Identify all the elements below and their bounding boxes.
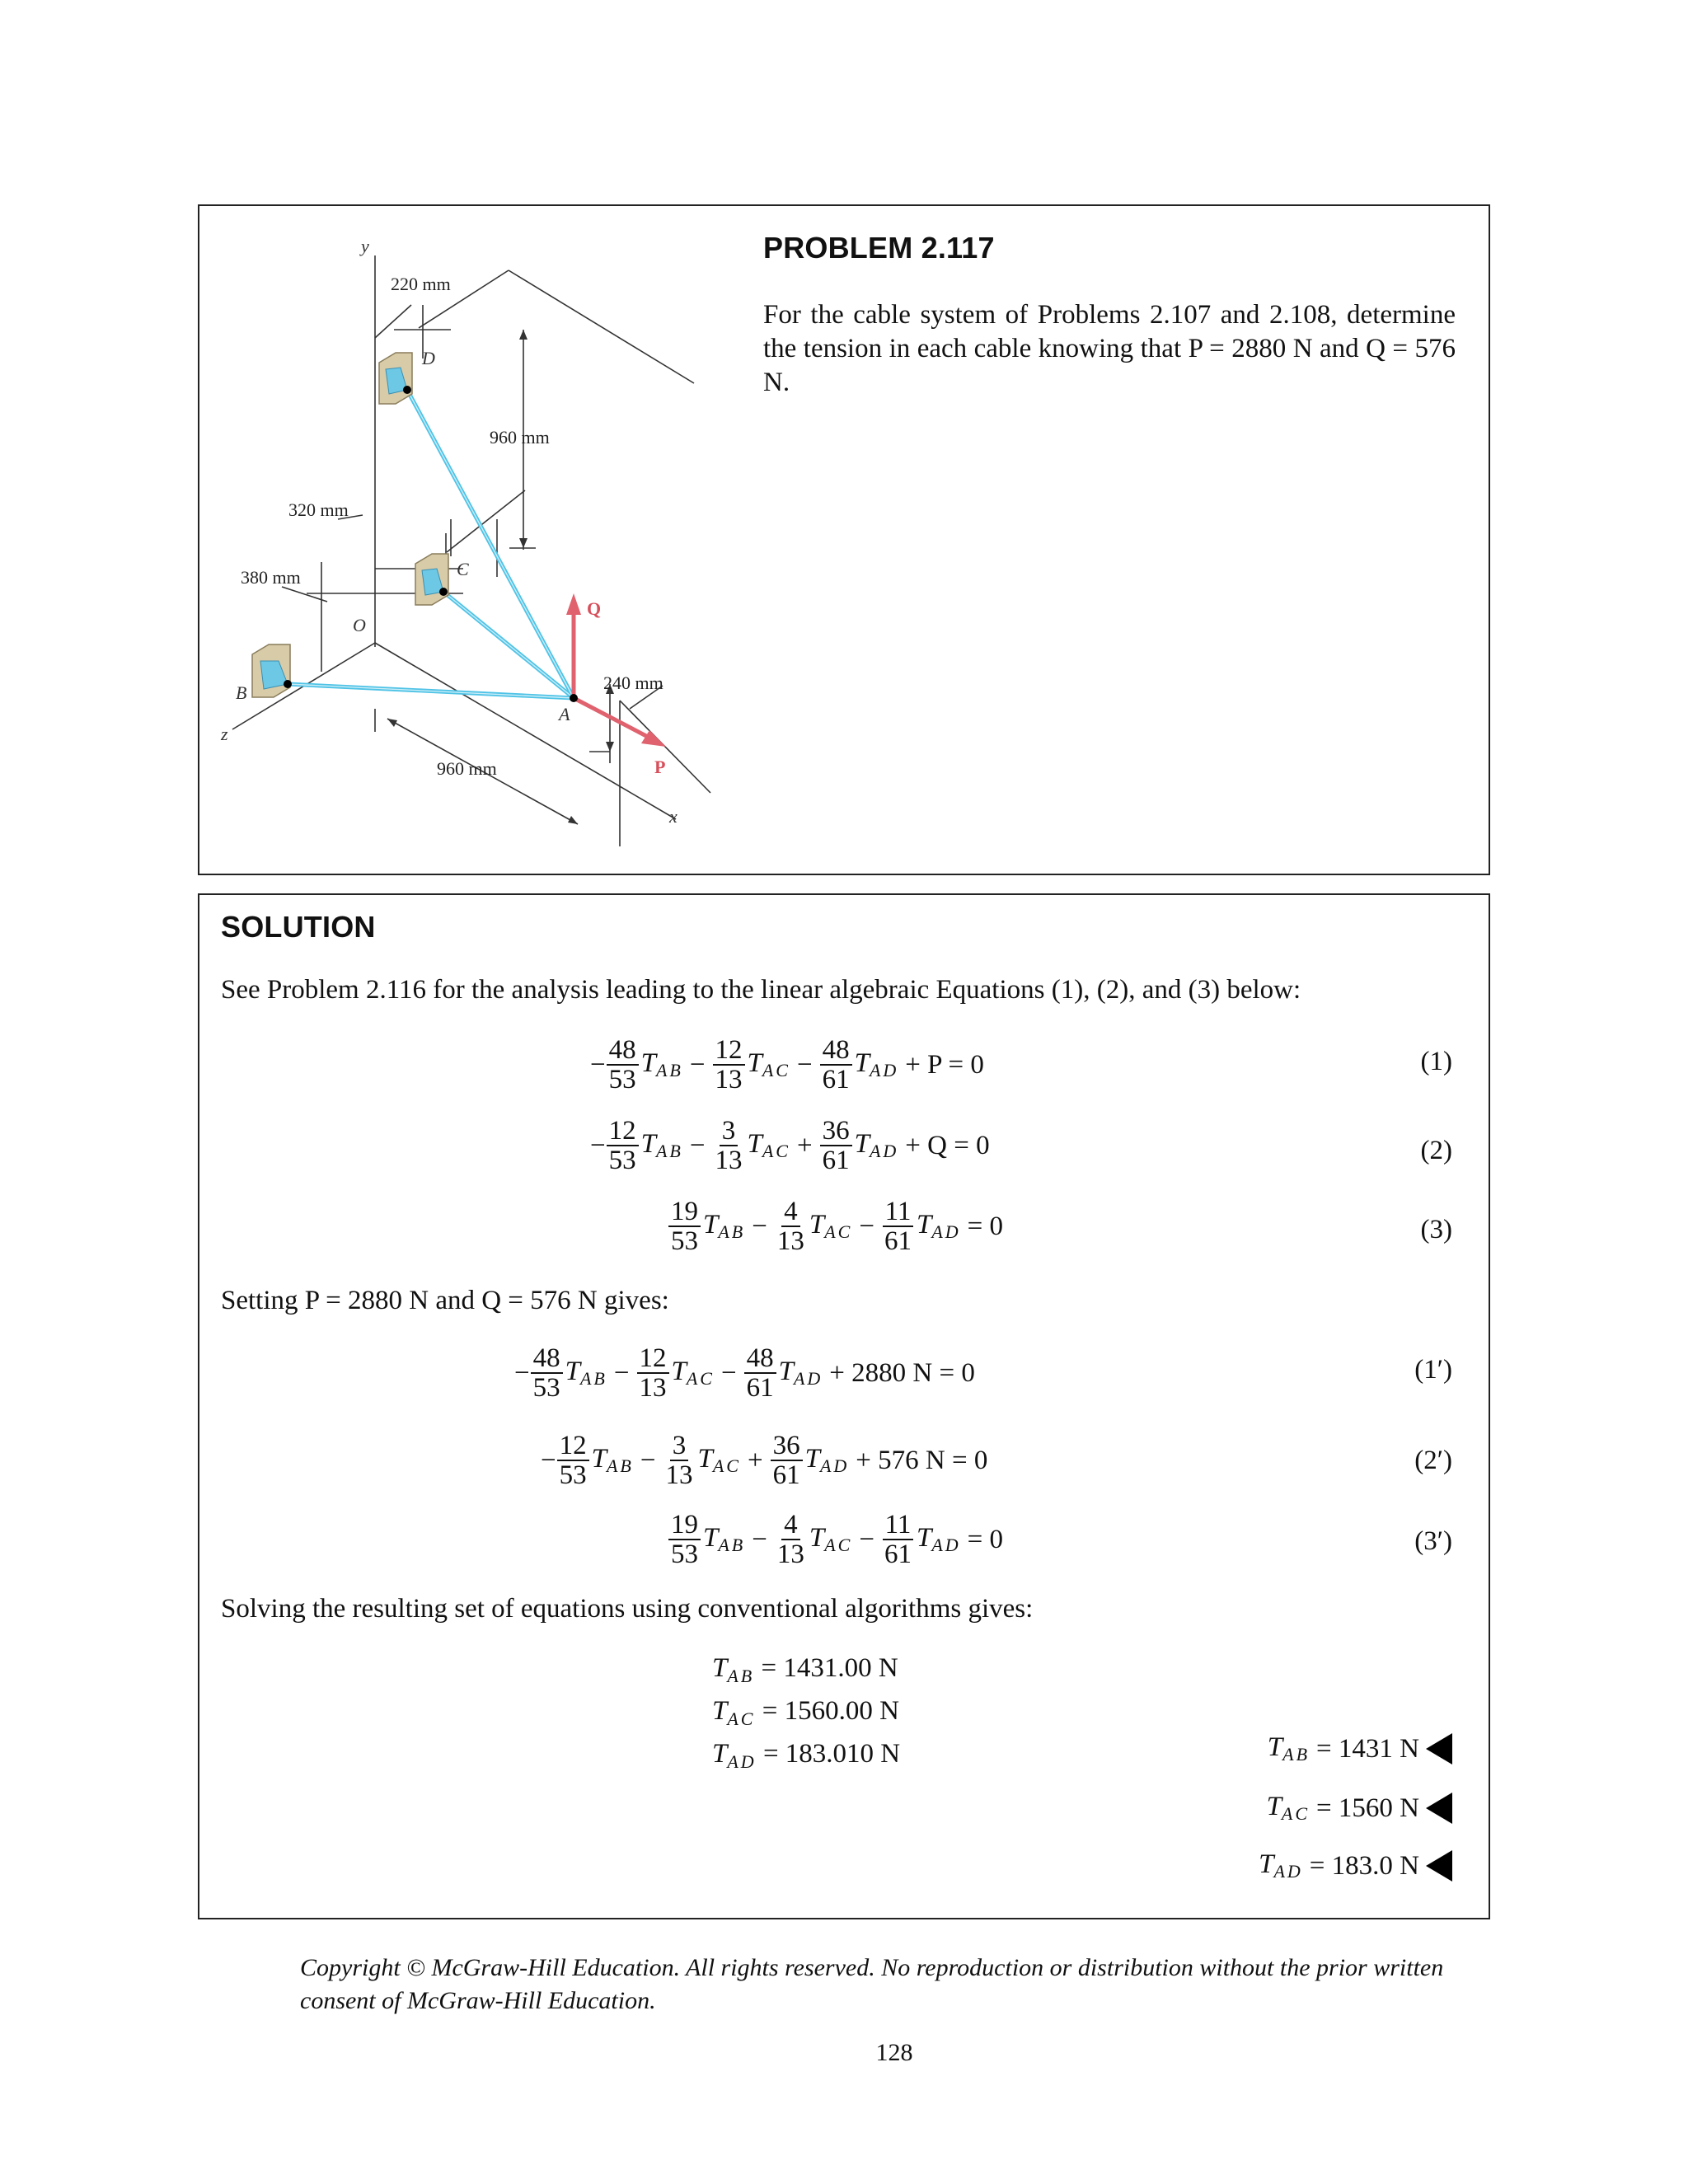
force-Q-label: Q (587, 598, 602, 619)
equation-2-prime-number: (2′) (1414, 1446, 1452, 1475)
operator: − (752, 1524, 767, 1554)
tension-ac: $T_{AC}$ (747, 1129, 790, 1161)
tension-ab: $T_{AB}$ (565, 1357, 607, 1389)
equation-2-number: (2) (1420, 1136, 1452, 1165)
solution-box (198, 893, 1490, 1919)
tension-ad: $T_{AD}$ (916, 1210, 961, 1242)
operator: − (720, 1357, 737, 1388)
denominator: 61 (822, 1065, 850, 1094)
solution-title: SOLUTION (221, 910, 376, 944)
equation-tail: + P = 0 (905, 1049, 984, 1080)
denominator: 13 (776, 1226, 804, 1256)
equation-3-number: (3) (1420, 1215, 1452, 1244)
operator: − (613, 1357, 630, 1388)
solution-intro: See Problem 2.116 for the analysis leading to the linear algebraic Equations (1), (2), and (3) below: (221, 975, 1301, 1005)
dim-220-label: 220 mm (391, 274, 451, 294)
point-B-label: B (236, 682, 247, 703)
tension-ab: $T_{AB}$ (703, 1523, 746, 1555)
tension-ad: $T_{AD}$ (804, 1444, 850, 1476)
tension-ad: $T_{AD}$ (778, 1357, 823, 1389)
axis-y-label: y (361, 236, 369, 256)
axis-z-label: z (221, 724, 228, 744)
equation-3 (668, 1193, 1010, 1259)
dim-380-label: 380 mm (241, 567, 301, 588)
equation-3-prime (668, 1507, 1010, 1572)
point-C-label: C (457, 559, 469, 579)
solving-text: Solving the resulting set of equations using conventional algorithms gives: (221, 1594, 1034, 1624)
answer-t-ac: $T_{AC}$ = 1560 N (1265, 1792, 1452, 1825)
tension-ac: $T_{AC}$ (671, 1357, 715, 1389)
answer-t-ab: $T_{AB}$ = 1431 N (1266, 1732, 1452, 1765)
denominator: 53 (608, 1146, 636, 1175)
equation-3-prime-number: (3′) (1414, 1526, 1452, 1556)
equation-tail: + Q = 0 (905, 1130, 990, 1160)
numerator: 12 (637, 1344, 669, 1374)
answer-marker-icon (1426, 1850, 1452, 1882)
denominator: 61 (884, 1540, 912, 1569)
support-B (252, 644, 292, 697)
numerator: 12 (557, 1432, 589, 1461)
numerator: 11 (883, 1511, 914, 1540)
tension-ad: $T_{AD}$ (916, 1523, 961, 1555)
operator: − (689, 1049, 706, 1080)
operator: + (796, 1130, 813, 1160)
dim-320-label: 320 mm (288, 499, 349, 520)
point-D-label: D (422, 348, 435, 368)
denominator: 61 (772, 1460, 800, 1490)
problem-title: PROBLEM 2.117 (763, 231, 995, 265)
equation-tail: + 576 N = 0 (856, 1445, 988, 1475)
equation-2-prime (541, 1427, 994, 1493)
equation-tail: + 2880 N = 0 (829, 1357, 975, 1388)
denominator: 53 (671, 1226, 698, 1256)
numerator: 4 (781, 1511, 800, 1540)
operator: − (689, 1130, 706, 1160)
denominator: 53 (532, 1373, 560, 1403)
equation-tail: = 0 (967, 1524, 1004, 1554)
numerator: 3 (670, 1432, 689, 1461)
numerator: 48 (820, 1036, 852, 1066)
numerator: 11 (883, 1197, 914, 1227)
numerator: 3 (720, 1117, 738, 1146)
point-A-dot (570, 694, 578, 702)
tension-ad: $T_{AD}$ (854, 1048, 899, 1080)
support-D (379, 353, 412, 404)
tension-ac: $T_{AC}$ (809, 1523, 853, 1555)
page-number: 128 (875, 2039, 913, 2066)
dim-960-vertical-label: 960 mm (490, 427, 550, 448)
tension-ab: $T_{AB}$ (640, 1129, 683, 1161)
operator: − (640, 1445, 656, 1475)
tension-ab: $T_{AB}$ (703, 1210, 746, 1242)
numerator: 12 (607, 1117, 639, 1146)
denominator: 13 (715, 1146, 743, 1175)
tension-ac: $T_{AC}$ (747, 1048, 790, 1080)
denominator: 13 (715, 1065, 743, 1094)
result-t-ad: $T_{AD} = 183.010$ N (712, 1739, 901, 1772)
operator: − (859, 1524, 874, 1554)
equation-1-number: (1) (1420, 1047, 1452, 1076)
numerator: 19 (668, 1511, 701, 1540)
denominator: 61 (746, 1373, 774, 1403)
equation-1-prime-number: (1′) (1414, 1355, 1452, 1385)
numerator: 12 (713, 1036, 745, 1066)
denominator: 53 (608, 1065, 636, 1094)
denominator: 53 (671, 1540, 698, 1569)
operator: − (752, 1211, 767, 1241)
setting-text: Setting P = 2880 N and Q = 576 N gives: (221, 1286, 669, 1315)
equation-1-prime (514, 1340, 982, 1406)
tension-ad: $T_{AD}$ (854, 1129, 899, 1161)
denominator: 61 (884, 1226, 912, 1256)
sign: − (514, 1357, 530, 1388)
denominator: 13 (639, 1373, 667, 1403)
x-axis-line (375, 643, 676, 819)
operator: − (859, 1211, 874, 1241)
sign: − (590, 1130, 606, 1160)
point-A-label: A (559, 704, 570, 724)
answer-marker-icon (1426, 1793, 1452, 1824)
cable-system-figure (199, 206, 760, 875)
problem-statement: For the cable system of Problems 2.107 and 2.108, determine the tension in each cable knowing that P = 2880 N and Q = 576 N. (763, 300, 1456, 397)
copyright-notice: Copyright © McGraw-Hill Education. All rights reserved. No reproduction or distribution without the prior written consent of McGraw-Hill Education. (300, 1954, 1444, 2014)
result-t-ab: $T_{AB} = 1431.00$ N (712, 1653, 898, 1686)
tension-ac: $T_{AC}$ (809, 1210, 853, 1242)
axis-x-label: x (669, 806, 678, 827)
operator: − (796, 1049, 813, 1080)
result-t-ac: $T_{AC} = 1560.00$ N (712, 1696, 899, 1729)
numerator: 48 (531, 1344, 563, 1374)
equation-2 (590, 1113, 996, 1179)
answer-t-ad: $T_{AD}$ = 183.0 N (1257, 1849, 1452, 1882)
tension-ac: $T_{AC}$ (697, 1444, 741, 1476)
denominator: 53 (559, 1460, 587, 1490)
equation-1 (590, 1032, 991, 1098)
problem-box (198, 204, 1490, 875)
dim-240-label: 240 mm (603, 673, 663, 693)
numerator: 36 (820, 1117, 852, 1146)
numerator: 48 (607, 1036, 639, 1066)
numerator: 36 (771, 1432, 803, 1461)
dim-960-bottom-label: 960 mm (437, 758, 497, 779)
force-P-label: P (654, 757, 666, 777)
support-C (415, 554, 448, 605)
numerator: 19 (668, 1197, 701, 1227)
denominator: 61 (822, 1146, 850, 1175)
sign: − (590, 1049, 606, 1080)
equation-tail: = 0 (967, 1211, 1004, 1241)
tension-ab: $T_{AB}$ (640, 1048, 683, 1080)
denominator: 13 (665, 1460, 693, 1490)
operator: + (747, 1445, 763, 1475)
answer-marker-icon (1426, 1733, 1452, 1765)
sign: − (541, 1445, 556, 1475)
numerator: 48 (744, 1344, 776, 1374)
denominator: 13 (776, 1540, 804, 1569)
point-O-label: O (353, 615, 366, 635)
numerator: 4 (781, 1197, 800, 1227)
tension-ab: $T_{AB}$ (591, 1444, 634, 1476)
force-Q-arrow (566, 593, 581, 698)
